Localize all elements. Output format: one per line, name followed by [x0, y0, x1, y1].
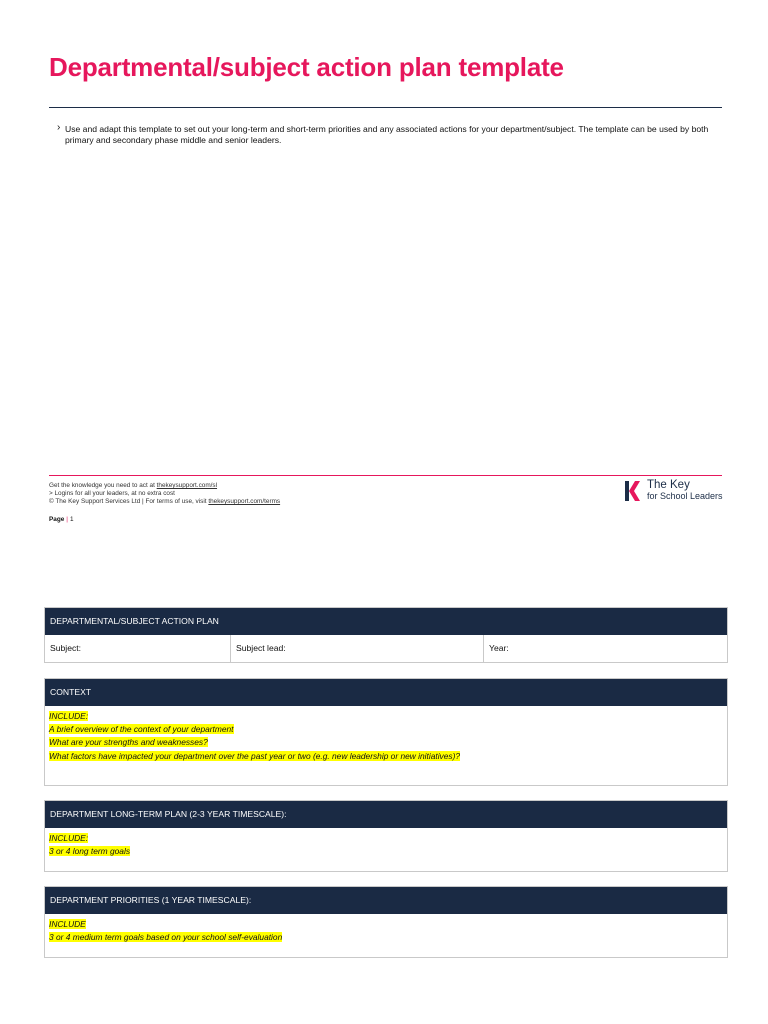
footer-line-1-text: Get the knowledge you need to act at [49, 482, 157, 489]
action-plan-header: DEPARTMENTAL/SUBJECT ACTION PLAN [45, 608, 727, 635]
k-logo-icon [624, 480, 642, 502]
long-term-line: 3 or 4 long term goals [49, 846, 131, 857]
long-term-plan-body[interactable] [45, 828, 727, 862]
context-body[interactable] [45, 706, 727, 767]
year-field[interactable]: Year: [489, 643, 509, 653]
priorities-section [44, 886, 728, 958]
chevron-right-icon: › [57, 122, 61, 133]
footer-line-1 [49, 482, 280, 490]
logo-line-2: for School Leaders [647, 491, 723, 501]
action-plan-fields-row [45, 635, 727, 662]
priorities-line: INCLUDE [49, 919, 86, 929]
action-plan-table [44, 607, 728, 663]
subject-field[interactable]: Subject: [45, 635, 231, 662]
priorities-body[interactable] [45, 914, 727, 948]
page-number-value: 1 [69, 516, 74, 523]
page-number [49, 516, 74, 523]
title-divider [49, 107, 722, 108]
logo-line-1: The Key [647, 479, 690, 491]
footer-divider [49, 475, 722, 476]
priorities-header: DEPARTMENT PRIORITIES (1 YEAR TIMESCALE): [45, 887, 727, 914]
long-term-plan-header: DEPARTMENT LONG-TERM PLAN (2-3 YEAR TIMESCALE): [45, 801, 727, 828]
page-title: Departmental/subject action plan template [49, 52, 564, 82]
footer-line-2: > Logins for all your leaders, at no extra cost [49, 490, 175, 497]
context-header: CONTEXT [45, 679, 727, 706]
footer-text [49, 482, 280, 506]
context-line: What are your strengths and weaknesses? [49, 737, 208, 748]
footer-line-3-text: © The Key Support Services Ltd | For terms of use, visit [49, 498, 209, 505]
priorities-line: 3 or 4 medium term goals based on your school self-evaluation [49, 932, 283, 943]
context-section [44, 678, 728, 786]
intro-paragraph [57, 124, 717, 145]
page-label: Page [49, 516, 65, 523]
page-separator: | [66, 516, 68, 523]
intro-text: Use and adapt this template to set out your long-term and short-term priorities and any associated actions for your department/subject. The template can be used by both primary and secondary phase middle and senior leaders. [65, 124, 709, 145]
context-line: A brief overview of the context of your department [49, 724, 234, 735]
context-line: INCLUDE: [49, 711, 89, 721]
subject-lead-field[interactable]: Subject lead: [231, 635, 484, 662]
the-key-logo [624, 480, 723, 502]
long-term-line: INCLUDE: [49, 833, 89, 843]
footer-line-3 [49, 498, 280, 506]
long-term-plan-section [44, 800, 728, 872]
footer-link-terms[interactable]: thekeysupport.com/terms [208, 498, 281, 505]
context-line: What factors have impacted your department over the past year or two (e.g. new leadership or new initiatives)? [49, 750, 461, 761]
footer-link-sl[interactable]: thekeysupport.com/sl [156, 482, 218, 489]
